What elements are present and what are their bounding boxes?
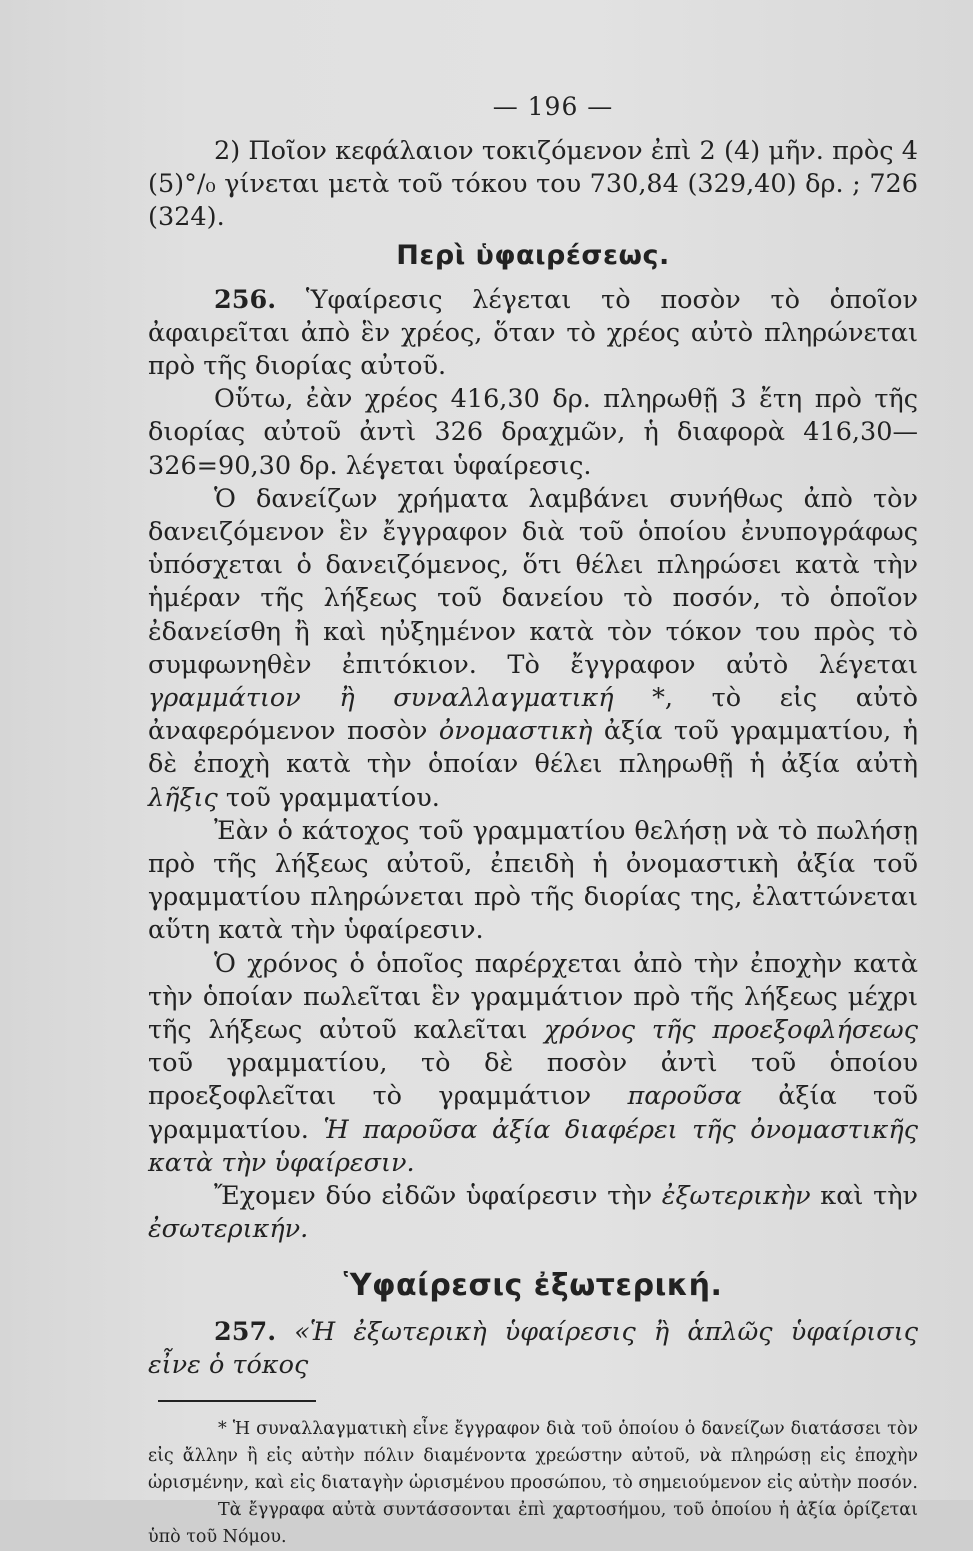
loan-text-a: Ὁ δανείζων χρήματα λαμβάνει συνήθως ἀπὸ τὸν δανειζόμενον ἓν ἔγγραφον διὰ τοῦ ὁποίου ἐνυπογράφως ὑπόσχεται ὁ δανειζόμενος, ὅτι θέλει πληρώσει κατὰ τὴν ἡμέραν τῆς λήξεως τοῦ δανείου τὸ ποσόν, τὸ ὁποῖον ἐδανείσθη ἢ καὶ ηὐξημένον κατὰ τὸν τόκον του πρὸς τὸ συμφωνηθὲν ἐπιτόκιον. Τὸ ἔγγραφον αὐτὸ λέγεται xyxy=(148,483,918,680)
two-text-b: καὶ τὴν xyxy=(810,1181,918,1212)
footnote-2: Τὰ ἔγγραφα αὐτὰ συντάσσονται ἐπὶ χαρτοσήμου, τοῦ ὁποίου ἡ ἀξία ὁρίζεται ὑπὸ τοῦ Νόμου. xyxy=(148,1499,918,1547)
section-heading-external-discount: Ὑφαίρεσις ἐξωτερική. xyxy=(343,1267,723,1303)
holder-paragraph: Ἐὰν ὁ κάτοχος τοῦ γραμματίου θελήσῃ νὰ τὸ πωλήσῃ πρὸ τῆς λήξεως αὐτοῦ, ἐπειδὴ ἡ ὀνομαστικὴ ἀξία τοῦ γραμματίου πληρώνεται πρὸ τῆς διορίας της, ἐλαττώνεται αὕτη κατὰ τὴν ὑφαίρεσιν. xyxy=(148,815,918,946)
example-paragraph: Οὕτω, ἐὰν χρέος 416,30 δρ. πληρωθῇ 3 ἔτη πρὸ τῆς διορίας αὐτοῦ ἀντὶ 326 δραχμῶν, ἡ διαφορὰ 416,30—326=90,30 δρ. λέγεται ὑφαίρεσις. xyxy=(148,384,918,481)
footnote-1: * Ἡ συναλλαγματικὴ εἶνε ἔγγραφον διὰ τοῦ ὁποίου ὁ δανείζων διατάσσει τὸν εἰς ἄλλην ἢ εἰς αὐτὴν πόλιν διαμένοντα χρεώστην αὐτοῦ, νὰ πληρώσῃ εἰς ἐποχὴν ὡρισμένην, καὶ εἰς διαταγὴν ὡρισμένου προσώπου, τὸ σημειούμενον εἰς αὐτὴν ποσόν. xyxy=(148,1418,918,1493)
time-text-b: τοῦ γραμματίου, τὸ δὲ ποσὸν ἀντὶ τοῦ ὁποίου προεξοφλεῖται τὸ γραμμάτιον xyxy=(148,1048,918,1112)
time-text-a: Ὁ χρόνος ὁ ὁποῖος παρέρχεται ἀπὸ τὴν ἐποχὴν κατὰ τὴν ὁποίαν πωλεῖται ἓν γραμμάτιον πρὸ τῆς λήξεως μέχρι τῆς λήξεως αὐτοῦ καλεῖται xyxy=(148,948,918,1046)
loan-text-c: ἀξία τοῦ γραμματίου, ἡ δὲ ἐποχὴ κατὰ τὴν ὁποίαν θέλει πληρωθῇ ἡ ἀξία αὐτὴ xyxy=(148,716,919,780)
term-internal: ἐσωτερικήν. xyxy=(148,1214,309,1245)
section-heading-discount: Περὶ ὑφαιρέσεως. xyxy=(396,239,670,271)
section-256-text: Ὑφαίρεσις λέγεται τὸ ποσὸν τὸ ὁποῖον ἀφαιρεῖται ἀπὸ ἓν χρέος, ὅταν τὸ χρέος αὐτὸ πληρώνεται πρὸ τῆς διορίας αὐτοῦ. xyxy=(148,284,918,382)
section-257-text: «Ἡ ἐξωτερικὴ ὑφαίρεσις ἢ ἁπλῶς ὑφαίρισις εἶνε ὁ τόκος xyxy=(148,1316,918,1380)
section-257 xyxy=(148,1316,918,1382)
term-external: ἐξωτερικὴν xyxy=(661,1181,811,1212)
term-nominal: ὀνομαστικὴ xyxy=(438,716,593,747)
two-text-a: Ἔχομεν δύο εἰδῶν ὑφαίρεσιν τὴν xyxy=(214,1181,662,1212)
time-text-c: ἀξία τοῦ γραμματίου. xyxy=(148,1081,918,1145)
page-content xyxy=(148,92,918,1551)
section-number-257: 257. xyxy=(214,1316,277,1347)
section-256 xyxy=(148,284,918,384)
exercise-2: 2) Ποῖον κεφάλαιον τοκιζόμενον ἐπὶ 2 (4) μῆν. πρὸς 4 (5)°/₀ γίνεται μετὰ τοῦ τόκου του 730,84 (329,40) δρ. ; 726 (324). xyxy=(148,136,918,233)
loan-paragraph xyxy=(148,483,918,815)
term-maturity: λῆξις xyxy=(148,782,218,813)
present-value-statement: Ἡ παροῦσα ἀξία διαφέρει τῆς ὀνομαστικῆς κατὰ τὴν ὑφαίρεσιν. xyxy=(148,1114,918,1178)
loan-text-d: τοῦ γραμματίου. xyxy=(217,782,440,813)
loan-text-b: *, τὸ εἰς αὐτὸ ἀναφερόμενον ποσὸν xyxy=(148,683,918,747)
term-discount-time: χρόνος τῆς προεξοφλήσεως xyxy=(544,1015,918,1046)
page-number: — 196 — xyxy=(492,92,614,121)
time-paragraph xyxy=(148,948,918,1180)
footnote-divider xyxy=(158,1400,316,1402)
term-bill: γραμμάτιον ἢ συναλλαγματική xyxy=(148,683,614,714)
two-kinds-paragraph xyxy=(148,1180,918,1246)
term-present: παροῦσα xyxy=(627,1081,742,1112)
section-number-256: 256. xyxy=(214,284,277,315)
